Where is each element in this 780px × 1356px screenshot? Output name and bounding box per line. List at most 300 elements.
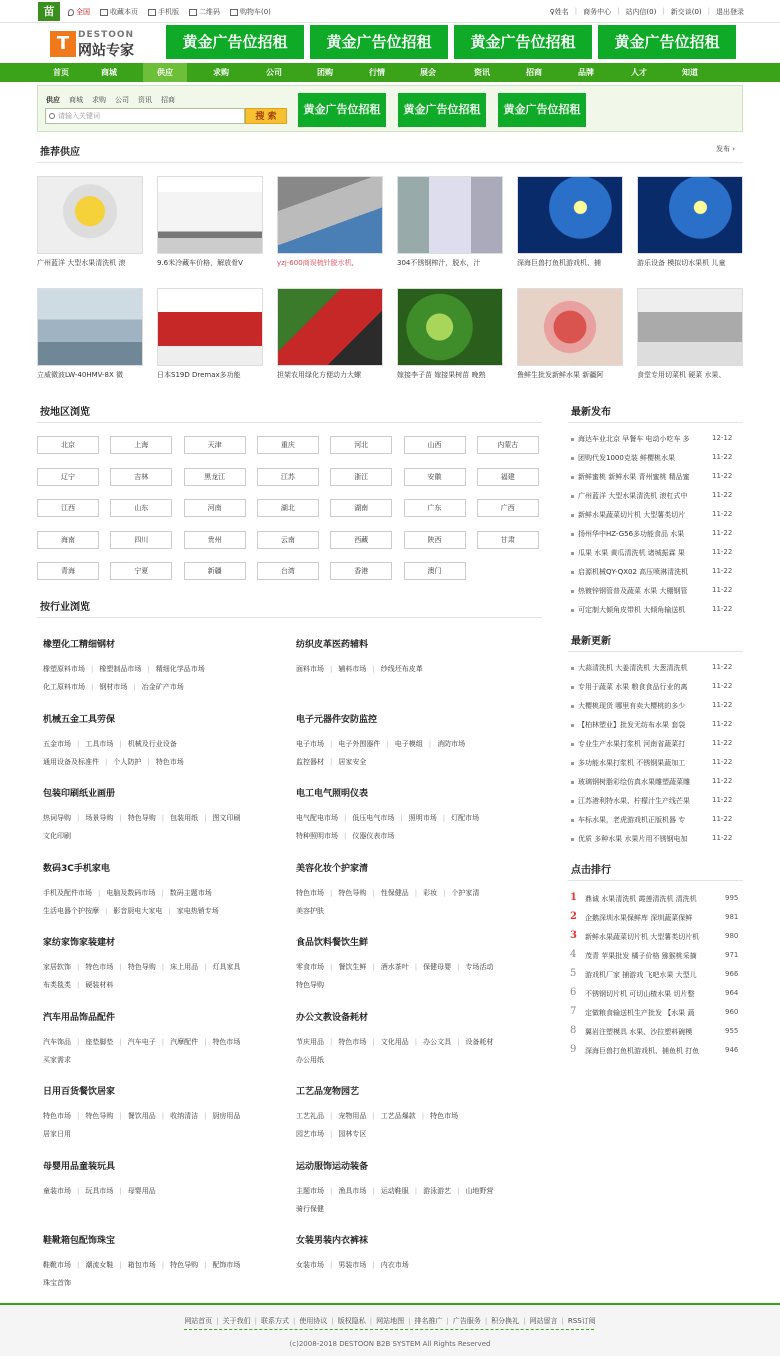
rank-item[interactable]: [570, 927, 742, 946]
industry-link[interactable]: 酒水茶叶: [380, 963, 409, 971]
product-card[interactable]: [637, 176, 745, 268]
rank-item[interactable]: [570, 1041, 742, 1060]
industry-title[interactable]: 数码3C手机家电: [43, 863, 110, 874]
user-link[interactable]: 站内信(0): [625, 8, 657, 16]
industry-link[interactable]: 汽摩配件: [170, 1037, 199, 1046]
list-item[interactable]: [570, 486, 742, 505]
industry-title[interactable]: 家纺家饰家装建材: [43, 938, 116, 948]
area-link[interactable]: 香港: [330, 562, 392, 580]
industry-link[interactable]: 特色导购: [338, 888, 367, 897]
product-caption[interactable]: 304不锈钢榨汁，脱水，汁: [397, 259, 481, 267]
product-caption[interactable]: 深海巨兽打鱼机游戏机、捕: [517, 259, 601, 267]
industry-link[interactable]: 场景导购: [85, 814, 114, 822]
list-item[interactable]: [570, 467, 742, 486]
area-link[interactable]: 江西: [37, 499, 99, 517]
area-link[interactable]: 山东: [110, 499, 172, 517]
industry-link[interactable]: 照明市场: [408, 814, 437, 822]
industry-link[interactable]: 宠物用品: [338, 1112, 367, 1120]
ad-banner-top-4[interactable]: 黄金广告位招租: [598, 25, 736, 59]
rank-title[interactable]: 企鹅深圳水果保鲜库 深圳蔬菜保鲜: [585, 914, 693, 922]
rank-title[interactable]: 鼎诚 水果清洗机 霞莲清洗机 清洗机: [585, 895, 697, 903]
ad-banner-mid-3[interactable]: 黄金广告位招租: [498, 93, 586, 127]
industry-link[interactable]: 仪器仪表市场: [352, 832, 395, 840]
list-item-title[interactable]: 启源机械QY-QX02 高压喷淋清洗机: [578, 568, 689, 576]
nav-item[interactable]: 团购: [317, 68, 333, 77]
list-item-title[interactable]: 【柏林塑业】批发无纺布水果 套袋: [578, 721, 686, 729]
industry-link[interactable]: 床上用品: [170, 963, 199, 971]
area-link[interactable]: 澳门: [404, 562, 466, 580]
top-link[interactable]: [148, 7, 179, 17]
product-image[interactable]: [157, 288, 263, 366]
industry-link[interactable]: 玩具市场: [85, 1186, 114, 1195]
industry-link[interactable]: 硬装材料: [85, 981, 114, 989]
industry-link[interactable]: 性保健品: [380, 888, 409, 897]
list-item[interactable]: [570, 600, 742, 619]
area-link[interactable]: 江苏: [257, 468, 319, 486]
area-link[interactable]: 福建: [477, 468, 539, 486]
industry-link[interactable]: 园艺市场: [296, 1130, 324, 1138]
industry-link[interactable]: 男装市场: [338, 1261, 367, 1269]
area-link[interactable]: 河北: [330, 436, 392, 454]
list-item[interactable]: [570, 810, 742, 829]
list-item-title[interactable]: 专用于蔬菜 水果 粮食食品行业的离: [578, 683, 688, 691]
list-item-title[interactable]: 瓜果 水果 黄瓜清洗机 诸城振霖 果: [578, 549, 685, 557]
footer-link[interactable]: 广告服务: [452, 1317, 481, 1325]
product-image[interactable]: [157, 176, 263, 254]
list-item-title[interactable]: 扬州华中HZ-G56多功能食品 水果: [578, 530, 685, 538]
list-item[interactable]: [570, 791, 742, 810]
product-image[interactable]: [517, 288, 623, 366]
industry-link[interactable]: 灯配市场: [451, 814, 480, 822]
product-card[interactable]: [157, 176, 265, 268]
area-link[interactable]: 青海: [37, 562, 99, 580]
industry-link[interactable]: 手机及配件市场: [43, 888, 92, 897]
list-item-title[interactable]: 车标水果，老虎游戏机正版机器 专: [578, 816, 686, 824]
area-link[interactable]: 新疆: [184, 562, 246, 580]
product-card[interactable]: [37, 176, 145, 268]
list-item-title[interactable]: 广州蓝洋 大型水果清洗机 滚杠式中: [578, 492, 688, 500]
list-item-title[interactable]: 海达车业北京 早餐车 电动小吃车 多: [578, 435, 690, 443]
industry-link[interactable]: 热词导购: [43, 814, 71, 822]
list-item-title[interactable]: 热镀锌钢管普及蔬菜 水果 大棚钢管: [578, 587, 688, 595]
industry-link[interactable]: 低压电气市场: [352, 814, 395, 822]
area-link[interactable]: 台湾: [257, 562, 319, 580]
industry-title[interactable]: 机械五金工具劳保: [43, 714, 116, 725]
list-item[interactable]: [570, 753, 742, 772]
industry-link[interactable]: 生活电器个护按摩: [43, 906, 99, 915]
ad-banner-top-2[interactable]: 黄金广告位招租: [310, 25, 448, 59]
area-link[interactable]: 甘肃: [477, 531, 539, 549]
list-item[interactable]: [570, 448, 742, 467]
industry-link[interactable]: 家电热销专场: [176, 906, 219, 915]
search-button[interactable]: 搜 索: [245, 108, 287, 124]
industry-link[interactable]: 保健母婴: [423, 963, 452, 971]
industry-link[interactable]: 特色市场: [430, 1112, 459, 1120]
industry-link[interactable]: 机械及行业设备: [127, 739, 177, 748]
product-image[interactable]: [397, 288, 503, 366]
rank-item[interactable]: [570, 1003, 742, 1022]
industry-link[interactable]: 文化印刷: [43, 832, 71, 840]
industry-link[interactable]: 特色市场: [43, 1112, 71, 1120]
list-item[interactable]: [570, 829, 742, 848]
industry-link[interactable]: 母婴用品: [127, 1186, 156, 1195]
footer-link[interactable]: 使用协议: [299, 1317, 328, 1325]
industry-link[interactable]: 汽车电子: [127, 1037, 156, 1046]
rank-title[interactable]: 定做粮食输送机生产批发 【水果 蔬: [585, 1009, 695, 1017]
nav-item[interactable]: 求购: [213, 68, 229, 77]
product-caption[interactable]: 食堂专用切菜机 硬菜 水果、: [637, 371, 726, 379]
industry-link[interactable]: 专场活动: [465, 963, 494, 971]
list-item-title[interactable]: 江苏港利特水果、柠檬汁生产线芒果: [578, 797, 690, 805]
product-caption[interactable]: 游乐设备 模拟切水果机 儿童: [637, 259, 726, 267]
footer-link[interactable]: 积分换礼: [491, 1317, 520, 1325]
industry-link[interactable]: 特种照明市场: [296, 832, 338, 840]
product-image[interactable]: [37, 288, 143, 366]
industry-link[interactable]: 箱包市场: [127, 1261, 156, 1269]
nav-item[interactable]: 资讯: [474, 68, 490, 77]
top-link[interactable]: [189, 7, 220, 17]
area-link[interactable]: 贵州: [184, 531, 246, 549]
rank-item[interactable]: [570, 889, 742, 908]
list-item[interactable]: [570, 562, 742, 581]
user-link[interactable]: 商务中心: [583, 8, 612, 16]
industry-link[interactable]: 办公文具: [423, 1037, 452, 1046]
footer-link[interactable]: 网站地图: [376, 1317, 405, 1325]
separator: |: [161, 1112, 165, 1120]
industry-link[interactable]: 彩妆: [423, 888, 438, 897]
industry-title[interactable]: 运动服饰运动装备: [296, 1161, 369, 1172]
product-card[interactable]: [517, 176, 625, 268]
industry-link[interactable]: 特色导购: [127, 814, 156, 822]
industry-link[interactable]: 电子市场: [296, 739, 324, 748]
recommend-more-link[interactable]: 发布 ›: [716, 145, 736, 153]
industry-link[interactable]: 电子外围器件: [338, 739, 381, 748]
product-card[interactable]: [397, 176, 505, 268]
industry-link[interactable]: 监控器材: [296, 757, 324, 766]
area-link[interactable]: 黑龙江: [184, 468, 246, 486]
footer-link[interactable]: 版权隐私: [337, 1317, 366, 1325]
industry-link[interactable]: 冶金矿产市场: [141, 683, 184, 691]
search-tab[interactable]: 商城: [69, 96, 83, 104]
top-link[interactable]: [230, 7, 271, 17]
nav-item[interactable]: 供应: [143, 63, 187, 82]
industry-link[interactable]: 辅料市场: [338, 665, 367, 673]
industry-link[interactable]: 文化用品: [380, 1037, 409, 1046]
product-card[interactable]: [517, 288, 625, 380]
list-item-title[interactable]: 大樱桃现货 哪里有卖大樱桃的多少: [578, 702, 686, 710]
industry-link[interactable]: 运动鞋服: [380, 1186, 409, 1195]
search-tab[interactable]: 供应: [46, 96, 60, 104]
area-link[interactable]: 河南: [184, 499, 246, 517]
product-caption[interactable]: 鲁鲜生批发新鲜水果 新疆阿: [517, 371, 604, 379]
ad-banner-mid-2[interactable]: 黄金广告位招租: [398, 93, 486, 127]
industry-link[interactable]: 通用设备及标准件: [43, 757, 99, 766]
industry-link[interactable]: 收纳清洁: [170, 1112, 199, 1120]
industry-link[interactable]: 数码主题市场: [169, 888, 212, 897]
rank-item[interactable]: [570, 984, 742, 1003]
area-link[interactable]: 云南: [257, 531, 319, 549]
industry-link[interactable]: 五金市场: [43, 739, 71, 748]
list-item-title[interactable]: 可定制大倾角皮带机 大倾角输送机: [578, 606, 686, 614]
industry-title[interactable]: 母婴用品童装玩具: [43, 1161, 116, 1172]
list-item-title[interactable]: 多功能水果打浆机 不锈钢果蔬加工: [578, 759, 686, 767]
industry-title[interactable]: 鞋靴箱包配饰珠宝: [43, 1236, 116, 1246]
industry-link[interactable]: 布类毯类: [43, 981, 71, 989]
rank-title[interactable]: 游戏机厂家 捕游戏 飞吧水果 大型儿: [585, 971, 697, 979]
search-input[interactable]: [45, 108, 245, 124]
area-link[interactable]: 天津: [184, 436, 246, 454]
industry-link[interactable]: 个人防护: [113, 757, 142, 766]
product-image[interactable]: [517, 176, 623, 254]
product-image[interactable]: [397, 176, 503, 254]
list-item-title[interactable]: 优质 多种水果 水果片用不锈钢电加: [578, 835, 688, 843]
product-caption[interactable]: 广州蓝洋 大型水果清洗机 滚: [37, 259, 126, 267]
industry-link[interactable]: 特色导购: [170, 1261, 199, 1269]
industry-title[interactable]: 日用百货餐饮居家: [43, 1087, 116, 1097]
rank-title[interactable]: 不锈钢切片机 可切山楂水果 切片整: [585, 990, 695, 998]
list-item[interactable]: [570, 524, 742, 543]
industry-link[interactable]: 内衣市场: [380, 1261, 409, 1269]
area-link[interactable]: 山西: [404, 436, 466, 454]
rank-title[interactable]: 翼岩注塑模具 水果、沙拉塑料碗模: [585, 1028, 693, 1036]
search-tab[interactable]: 公司: [115, 96, 129, 104]
industry-link[interactable]: 童装市场: [43, 1186, 71, 1195]
industry-link[interactable]: 工具市场: [85, 739, 114, 748]
industry-link[interactable]: 灯具家具: [212, 963, 241, 971]
industry-link[interactable]: 渔具市场: [338, 1186, 367, 1195]
industry-link[interactable]: 特色市场: [85, 963, 114, 971]
product-image[interactable]: [637, 176, 743, 254]
list-item[interactable]: [570, 429, 742, 448]
industry-link[interactable]: 潮流女鞋: [85, 1261, 114, 1269]
list-item[interactable]: [570, 734, 742, 753]
area-link[interactable]: 吉林: [110, 468, 172, 486]
ad-banner-top-1[interactable]: 黄金广告位招租: [166, 25, 304, 59]
area-link[interactable]: 广西: [477, 499, 539, 517]
industry-link[interactable]: 面料市场: [296, 665, 324, 673]
area-link[interactable]: 宁夏: [110, 562, 172, 580]
industry-link[interactable]: 电气配电市场: [296, 814, 338, 822]
product-image[interactable]: [37, 176, 143, 254]
search-tab[interactable]: 求购: [92, 96, 106, 104]
industry-link[interactable]: 女装市场: [296, 1261, 324, 1269]
area-link[interactable]: 海南: [37, 531, 99, 549]
rank-item[interactable]: [570, 908, 742, 927]
area-link[interactable]: 北京: [37, 436, 99, 454]
top-link[interactable]: [100, 7, 138, 17]
industry-link[interactable]: 特色导购: [85, 1112, 114, 1120]
product-caption[interactable]: yzj-600商误梳针脱水机,: [277, 259, 354, 267]
industry-link[interactable]: 化工原料市场: [43, 683, 85, 691]
industry-link[interactable]: 汽车饰品: [43, 1037, 71, 1046]
rank-item[interactable]: [570, 1022, 742, 1041]
product-image[interactable]: [277, 288, 383, 366]
nav-item[interactable]: 展会: [420, 68, 436, 77]
product-caption[interactable]: 9.6米冷藏车价格，解放骨V: [157, 259, 243, 267]
area-link[interactable]: 内蒙古: [477, 436, 539, 454]
industry-link[interactable]: 包装用纸: [170, 814, 199, 822]
industry-link[interactable]: 零食市场: [296, 963, 324, 971]
product-card[interactable]: [157, 288, 265, 380]
industry-title[interactable]: 食品饮料餐饮生鲜: [296, 938, 369, 948]
list-item[interactable]: [570, 505, 742, 524]
product-caption[interactable]: 担架农用绿化方便动力大螺: [277, 371, 361, 379]
industry-link[interactable]: 骑行保健: [296, 1204, 324, 1213]
rank-item[interactable]: [570, 946, 742, 965]
ad-banner-mid-1[interactable]: 黄金广告位招租: [298, 93, 386, 127]
product-card[interactable]: [397, 288, 505, 380]
product-card[interactable]: [37, 288, 145, 380]
industry-link[interactable]: 鞋靴市场: [43, 1261, 71, 1269]
industry-title[interactable]: 电工电气照明仪表: [296, 789, 369, 799]
industry-link[interactable]: 节庆用品: [296, 1037, 324, 1046]
industry-link[interactable]: 游泳游艺: [423, 1186, 452, 1195]
area-link[interactable]: 湖北: [257, 499, 319, 517]
industry-link[interactable]: 办公用纸: [296, 1055, 324, 1064]
industry-link[interactable]: 居家日用: [43, 1130, 71, 1138]
product-card[interactable]: [277, 288, 385, 380]
product-caption[interactable]: 日本S19D Dremax多功能: [157, 371, 241, 379]
product-card[interactable]: [277, 176, 385, 268]
nav-item[interactable]: 人才: [631, 68, 647, 77]
product-caption[interactable]: 立威微波LW-40HMV-8X 微: [37, 371, 124, 379]
footer-link[interactable]: 网站留言: [529, 1317, 558, 1325]
footer-link[interactable]: 联系方式: [261, 1317, 290, 1325]
nav-item[interactable]: 行情: [369, 68, 385, 77]
brand-logo[interactable]: [50, 30, 150, 58]
rank-item[interactable]: [570, 965, 742, 984]
industry-title[interactable]: 汽车用品饰品配件: [43, 1012, 116, 1023]
footer-link[interactable]: 关于我们: [222, 1317, 251, 1325]
list-item-title[interactable]: 新鲜蜜桃 新鲜水果 青州蜜桃 精品蜜: [578, 473, 690, 481]
industry-link[interactable]: 餐饮用品: [127, 1112, 156, 1120]
industry-title[interactable]: 电子元器件安防监控: [296, 714, 378, 725]
list-item[interactable]: [570, 581, 742, 600]
industry-link[interactable]: 橡塑制品市场: [99, 665, 142, 673]
industry-title[interactable]: 美容化妆个护家清: [296, 863, 369, 874]
industry-link[interactable]: 特色市场: [212, 1037, 241, 1046]
industry-link[interactable]: 园林专区: [338, 1130, 367, 1138]
area-link[interactable]: 上海: [110, 436, 172, 454]
industry-link[interactable]: 珠宝首饰: [43, 1279, 71, 1287]
nav-item[interactable]: 知道: [682, 68, 698, 77]
industry-link[interactable]: 特色导购: [296, 981, 324, 989]
nav-item[interactable]: 品牌: [578, 68, 594, 77]
industry-title[interactable]: 纺织皮革医药辅料: [296, 640, 369, 650]
industry-link[interactable]: 买家需求: [43, 1055, 71, 1064]
industry-link[interactable]: 工艺礼品: [296, 1112, 324, 1120]
user-link[interactable]: 退出登录: [716, 8, 744, 16]
industry-link[interactable]: 个护家清: [451, 888, 480, 897]
industry-link[interactable]: 美容护肤: [296, 906, 324, 915]
list-item[interactable]: [570, 677, 742, 696]
user-link[interactable]: ♀姓名: [549, 8, 569, 16]
area-link[interactable]: 湖南: [330, 499, 392, 517]
footer-link[interactable]: RSS订阅: [567, 1317, 596, 1325]
separator: |: [408, 1317, 411, 1325]
search-tab[interactable]: 资讯: [138, 96, 152, 104]
industry-link[interactable]: 特色市场: [338, 1037, 367, 1046]
search-tab[interactable]: 招商: [161, 96, 175, 104]
list-item-title[interactable]: 团购代发1000克装 鲜樱桃水果: [578, 454, 676, 462]
industry-link[interactable]: 特色市场: [296, 888, 324, 897]
industry-link[interactable]: 电子模组: [394, 739, 423, 748]
site-logo-icon[interactable]: 苗: [38, 2, 60, 21]
list-item-title[interactable]: 新鲜水果蔬菜切片机 大型薯类切片: [578, 511, 686, 519]
user-link[interactable]: 新交谈(0): [670, 8, 702, 16]
product-image[interactable]: [637, 288, 743, 366]
industry-link[interactable]: 主题市场: [296, 1186, 324, 1195]
industry-link[interactable]: 工艺品爆款: [380, 1112, 416, 1120]
area-link[interactable]: 广东: [404, 499, 466, 517]
industry-link[interactable]: 山地野营: [465, 1186, 494, 1195]
list-item[interactable]: [570, 658, 742, 677]
industry-link[interactable]: 居家安全: [338, 757, 367, 766]
industry-link[interactable]: 图文印刷: [212, 814, 241, 822]
list-item-title[interactable]: 玻璃钢树脂彩绘仿真水果雕塑蔬菜雕: [578, 778, 690, 786]
list-item[interactable]: [570, 696, 742, 715]
area-link[interactable]: 浙江: [330, 468, 392, 486]
footer-link[interactable]: 网站首页: [184, 1317, 213, 1325]
list-item-title[interactable]: 专业生产水果打浆机 河南省蔬菜打: [578, 740, 686, 748]
industry-link[interactable]: 厨房用品: [212, 1112, 241, 1120]
industry-link[interactable]: 配饰市场: [212, 1261, 241, 1269]
nav-item[interactable]: 首页: [53, 68, 69, 77]
top-link[interactable]: [68, 7, 90, 17]
industry-title[interactable]: 工艺品宠物园艺: [296, 1087, 360, 1097]
area-link[interactable]: 辽宁: [37, 468, 99, 486]
list-item[interactable]: [570, 543, 742, 562]
rank-title[interactable]: 深海巨兽打鱼机游戏机、捕鱼机 打鱼: [585, 1047, 700, 1055]
industry-link[interactable]: 特色导购: [127, 963, 156, 971]
area-link[interactable]: 西藏: [330, 531, 392, 549]
area-link[interactable]: 重庆: [257, 436, 319, 454]
industry-link[interactable]: 纱线坯布皮革: [380, 665, 423, 673]
industry-title[interactable]: 女装男装内衣裤袜: [296, 1236, 369, 1246]
industry-link[interactable]: 家居软饰: [43, 963, 71, 971]
industry-link[interactable]: 消防市场: [437, 739, 466, 748]
industry-title[interactable]: 橡塑化工精细钢材: [43, 640, 116, 650]
footer-link[interactable]: 排名推广: [414, 1317, 443, 1325]
industry-link[interactable]: 精细化学品市场: [155, 665, 205, 673]
list-item[interactable]: [570, 772, 742, 791]
industry-link[interactable]: 橡塑原料市场: [43, 665, 85, 673]
list-item-title[interactable]: 大蒜清洗机 大姜清洗机 大葱清洗机: [578, 664, 688, 672]
area-link[interactable]: 四川: [110, 531, 172, 549]
industry-link[interactable]: 座垫脚垫: [85, 1037, 114, 1046]
nav-item[interactable]: 商城: [101, 68, 117, 77]
list-item[interactable]: [570, 715, 742, 734]
ad-banner-top-3[interactable]: 黄金广告位招租: [454, 25, 592, 59]
industry-link[interactable]: 电脑及数码市场: [106, 888, 156, 897]
industry-title[interactable]: 办公文教设备耗材: [296, 1012, 369, 1023]
product-image[interactable]: [277, 176, 383, 254]
product-card[interactable]: [637, 288, 745, 380]
industry-link[interactable]: 影音厨电大家电: [113, 906, 163, 915]
nav-item[interactable]: 招商: [526, 68, 542, 77]
product-caption[interactable]: 嫁接李子苗 嫁接果树苗 晚熟: [397, 371, 486, 379]
rank-title[interactable]: 新鲜水果蔬菜切片机 大型薯类切片机: [585, 933, 700, 941]
industry-link[interactable]: 钢材市场: [99, 683, 128, 691]
area-link[interactable]: 安徽: [404, 468, 466, 486]
industry-title[interactable]: 包装印刷纸业画册: [43, 789, 116, 799]
rank-title[interactable]: 茂青 苹果批发 橘子价格 猕猴桃采摘: [585, 952, 697, 960]
nav-item[interactable]: 公司: [266, 68, 282, 77]
industry-link[interactable]: 设备耗材: [465, 1037, 494, 1046]
industry-link[interactable]: 特色市场: [155, 757, 184, 766]
industry-link[interactable]: 餐饮生鲜: [338, 963, 367, 971]
area-link[interactable]: 陕西: [404, 531, 466, 549]
